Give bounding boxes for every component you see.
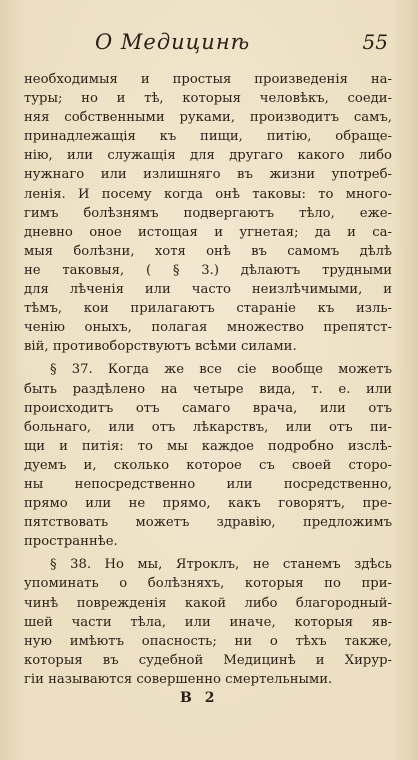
text-line: § 38. Но мы, Ятроклъ, не станемъ здѣсь — [50, 557, 392, 573]
text-line: ную имѣютъ опасность; ни о тѣхъ также, — [24, 633, 392, 649]
paragraph — [24, 360, 392, 551]
text-line: § 37. Когда же все сіе вообще можетъ — [50, 362, 392, 378]
signature-mark: В 2 — [180, 690, 219, 706]
text-line: нужнаго или излишняго въ жизни употреб- — [24, 167, 392, 183]
text-line: принадлежащія къ пищи, питію, обраще- — [24, 129, 392, 145]
text-line: быть раздѣлено на четыре вида, т. е. или — [24, 381, 392, 397]
page-body — [24, 70, 392, 689]
text-line: нію, или служащія для другаго какого либо — [24, 148, 392, 164]
text-line: дневно оное истощая и угнетая; да и са- — [24, 224, 392, 240]
paragraph — [24, 555, 392, 689]
text-line: которыя въ судебной Медицинѣ и Хирур- — [24, 652, 392, 668]
text-line: щи и питія: то мы каждое подробно изслѣ- — [24, 438, 392, 454]
paragraph — [24, 70, 392, 356]
text-line: пятствовать можетъ здравію, предложимъ — [24, 515, 392, 531]
text-line: мыя болѣзни, хотя онѣ въ самомъ дѣлѣ — [24, 243, 392, 259]
text-line: гимъ болѣзнямъ подвергаютъ тѣло, еже- — [24, 205, 392, 221]
text-line: ленія. И посему когда онѣ таковы: то много- — [24, 186, 392, 202]
page-number: 55 — [362, 30, 388, 54]
text-line: ченію оныхъ, полагая множество препятст- — [24, 320, 392, 336]
text-line: необходимыя и простыя произведенія на- — [24, 72, 392, 87]
text-line: тѣмъ, кои прилагаютъ стараніе къ изль- — [24, 301, 392, 317]
text-line: не таковыя, ( § 3.) дѣлаютъ трудными — [24, 262, 392, 278]
text-line: ны непосредственно или посредственно, — [24, 476, 392, 492]
text-line: прямо или не прямо, какъ говорятъ, пре- — [24, 496, 392, 512]
running-title: О Медицинѣ — [95, 30, 251, 54]
text-line: гіи называются совершенно смертельными. — [24, 671, 333, 687]
text-line: пространнѣе. — [24, 534, 118, 550]
text-line: чинѣ поврежденія какой либо благородный- — [24, 595, 392, 611]
text-line: больнаго, или отъ лѣкарствъ, или отъ пи- — [24, 419, 392, 435]
text-line: дуемъ и, сколько которое съ своей сторо- — [24, 457, 392, 473]
text-line: шей части тѣла, или иначе, которыя яв- — [24, 614, 392, 630]
text-line: происходитъ отъ самаго врача, или отъ — [24, 400, 392, 416]
page-header — [0, 30, 418, 60]
text-line: туры; но и тѣ, которыя человѣкъ, соеди- — [24, 91, 392, 107]
text-line: вій, противоборствуютъ всѣми силами. — [24, 339, 297, 355]
text-line: для лѣченія или часто неизлѣчимыми, и — [24, 282, 392, 298]
text-line: няя собственными руками, производитъ самъ, — [24, 110, 392, 126]
text-line: упоминать о болѣзняхъ, которыя по при- — [24, 576, 392, 592]
